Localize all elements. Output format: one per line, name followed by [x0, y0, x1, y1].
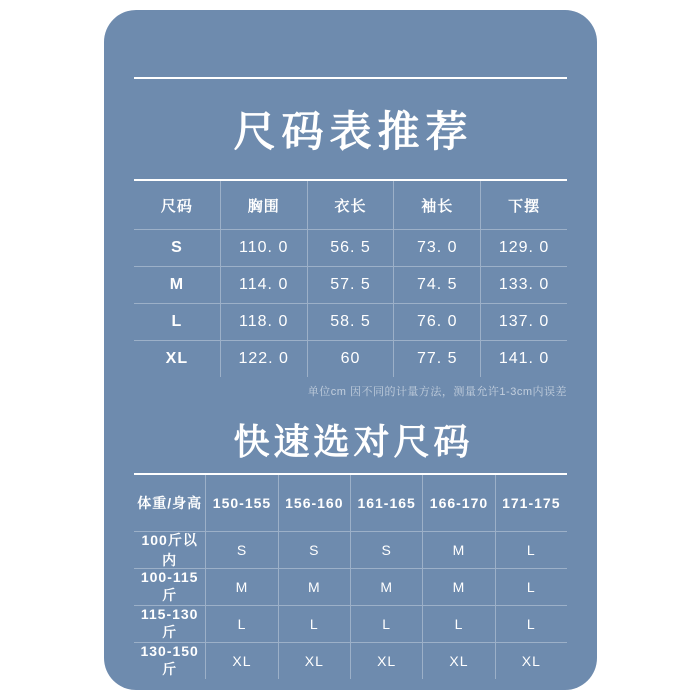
size-label-cell: M	[169, 276, 185, 293]
height-range-header-cell: 171-175	[495, 475, 567, 531]
size-label-cell: XL	[165, 350, 189, 367]
size-table-header-cell: 衣长	[307, 181, 394, 229]
weight-height-header-cell: 体重/身高	[137, 495, 203, 511]
size-label-cell: S	[171, 239, 183, 256]
measurement-tolerance-note: 单位cm 因不同的计量方法，测量允许1-3cm内误差	[307, 386, 567, 398]
size-table-header-cell: 尺码	[160, 197, 193, 215]
chest-value-cell: 110. 0	[220, 230, 307, 266]
fit-table-row	[134, 605, 567, 642]
chest-value-cell: 118. 0	[220, 304, 307, 340]
sleeve-value-cell: 73. 0	[393, 230, 480, 266]
height-range-header-cell: 150-155	[205, 475, 277, 531]
fit-table-row	[134, 642, 567, 679]
recommended-size-cell: XL	[278, 643, 350, 679]
sleeve-value-cell: 77. 5	[393, 341, 480, 377]
weight-range-cell: 130-150斤	[140, 643, 199, 677]
recommended-size-cell: M	[422, 532, 494, 568]
sleeve-value-cell: 76. 0	[393, 304, 480, 340]
recommended-size-cell: M	[350, 569, 422, 605]
recommended-size-cell: L	[495, 606, 567, 642]
recommended-size-cell: L	[278, 606, 350, 642]
size-table	[134, 181, 567, 377]
recommended-size-cell: M	[205, 569, 277, 605]
recommended-size-cell: S	[205, 532, 277, 568]
height-range-header-cell: 166-170	[422, 475, 494, 531]
fit-table-row	[134, 531, 567, 568]
size-table-row-l	[134, 303, 567, 340]
size-chart-card	[104, 10, 597, 690]
fit-table-row	[134, 568, 567, 605]
weight-range-cell: 115-130斤	[140, 606, 199, 640]
hem-value-cell: 137. 0	[480, 304, 567, 340]
hem-value-cell: 133. 0	[480, 267, 567, 303]
size-table-row-m	[134, 266, 567, 303]
length-value-cell: 56. 5	[307, 230, 394, 266]
weight-range-cell: 100-115斤	[140, 569, 199, 603]
recommended-size-cell: XL	[205, 643, 277, 679]
size-table-header-cell: 下摆	[480, 181, 567, 229]
size-label-cell: L	[171, 313, 183, 330]
recommended-size-cell: L	[350, 606, 422, 642]
fit-recommendation-table	[134, 475, 567, 679]
weight-range-cell: 100斤以内	[141, 532, 198, 568]
height-range-header-cell: 156-160	[278, 475, 350, 531]
chest-value-cell: 114. 0	[220, 267, 307, 303]
size-table-row-xl	[134, 340, 567, 377]
recommended-size-cell: M	[422, 569, 494, 605]
size-table-header-row	[134, 181, 567, 229]
hem-value-cell: 141. 0	[480, 341, 567, 377]
recommended-size-cell: S	[278, 532, 350, 568]
card-content	[134, 77, 567, 679]
length-value-cell: 57. 5	[307, 267, 394, 303]
size-table-row-s	[134, 229, 567, 266]
length-value-cell: 60	[307, 341, 394, 377]
recommended-size-cell: XL	[495, 643, 567, 679]
recommended-size-cell: L	[495, 569, 567, 605]
recommended-size-cell: S	[350, 532, 422, 568]
recommended-size-cell: L	[422, 606, 494, 642]
chest-value-cell: 122. 0	[220, 341, 307, 377]
recommended-size-cell: L	[495, 532, 567, 568]
recommended-size-cell: XL	[422, 643, 494, 679]
hem-value-cell: 129. 0	[480, 230, 567, 266]
fit-table-header-row	[134, 475, 567, 531]
recommended-size-cell: L	[205, 606, 277, 642]
quick-pick-title: 快速选对尺码	[233, 420, 474, 462]
size-table-header-cell: 袖长	[393, 181, 480, 229]
height-range-header-cell: 161-165	[350, 475, 422, 531]
size-table-header-cell: 胸围	[220, 181, 307, 229]
length-value-cell: 58. 5	[307, 304, 394, 340]
recommended-size-cell: M	[278, 569, 350, 605]
sleeve-value-cell: 74. 5	[393, 267, 480, 303]
recommended-size-cell: XL	[350, 643, 422, 679]
size-chart-title: 尺码表推荐	[233, 108, 474, 155]
